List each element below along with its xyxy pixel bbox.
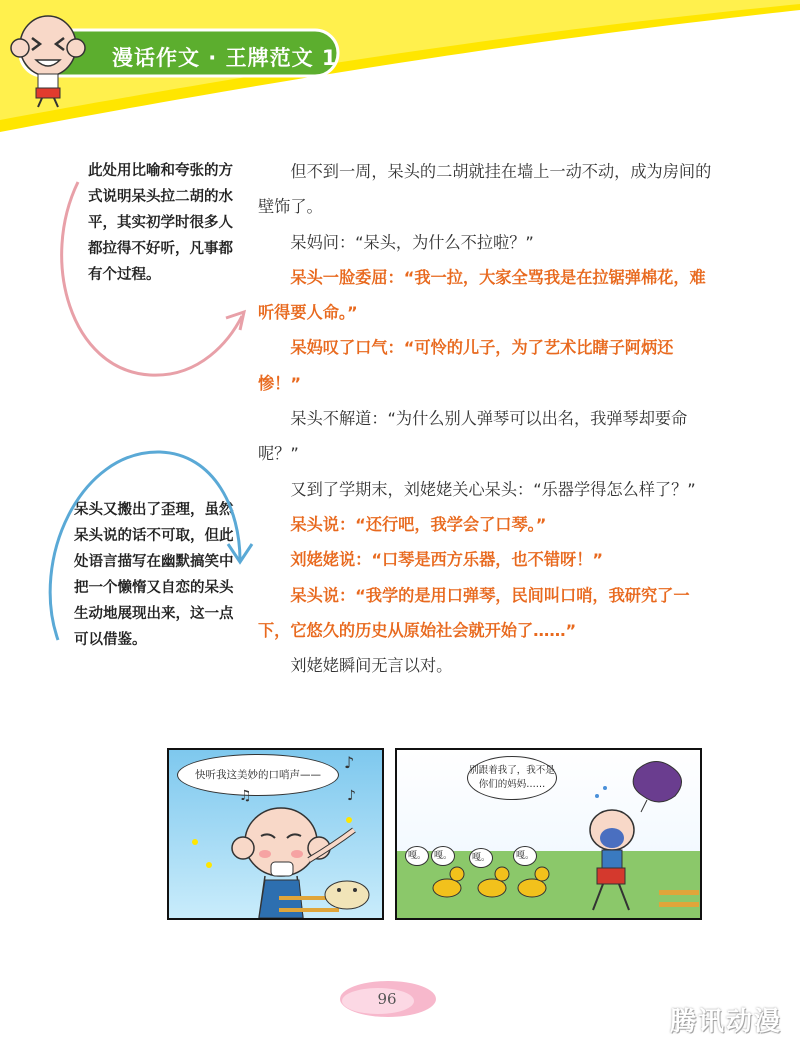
speech-bubble-1: 快听我这美妙的口哨声——	[177, 754, 339, 796]
paragraph-8: 刘姥姥说：“口琴是西方乐器，也不错呀！”	[290, 550, 604, 570]
side-note-2: 呆头又搬出了歪理，虽然呆头说的话不可取，但此处语言描写在幽默搞笑中把一个懒惰又自恋的呆头生动地展现出来，这一点可以借鉴。	[74, 502, 234, 648]
paragraph-7: 呆头说：“还行吧，我学会了口琴。”	[290, 514, 547, 534]
main-text	[258, 154, 713, 683]
speech-bubble-2: 别跟着我了，我不是你们的妈妈……	[467, 756, 557, 800]
svg-text:♪: ♪	[344, 753, 355, 772]
quack-bubble-2: 嘎。	[431, 846, 455, 866]
quack-bubble-4: 嘎。	[513, 846, 537, 866]
paragraph-6: 又到了学期末，刘姥姥关心呆头：“乐器学得怎么样了？”	[290, 479, 696, 499]
side-note-1: 此处用比喻和夸张的方式说明呆头拉二胡的水平，其实初学时很多人都拉得不好听，凡事都有个过程。	[88, 163, 233, 283]
paragraph-10: 刘姥姥瞬间无言以对。	[290, 656, 453, 676]
svg-text:♫: ♫	[239, 788, 252, 804]
paragraph-3: 呆头一脸委屈：“我一拉，大家全骂我是在拉锯弹棉花，难听得要人命。”	[258, 267, 706, 323]
quack-bubble-1: 嘎。	[405, 846, 429, 866]
watermark-logo: 腾讯动漫	[669, 1007, 782, 1037]
comic-panel-1	[167, 748, 384, 920]
svg-text:♪: ♪	[347, 788, 356, 804]
ducks-scene-icon	[397, 750, 700, 918]
comic-panel-2	[395, 748, 702, 920]
mascot-icon	[8, 8, 88, 108]
paragraph-2: 呆妈问：“呆头，为什么不拉啦？”	[290, 232, 534, 252]
header-title: 漫话作文 · 王牌范文 1	[112, 46, 338, 70]
paragraph-9: 呆头说：“我学的是用口弹琴，民间叫口哨，我研究了一下，它悠久的历史从原始社会就开始了……”	[258, 585, 690, 640]
whistling-character-icon	[169, 750, 382, 918]
page-number: 96	[377, 990, 397, 1008]
paragraph-4: 呆妈叹了口气：“可怜的儿子，为了艺术比瞎子阿炳还惨！”	[258, 338, 674, 393]
quack-bubble-3: 嘎。	[469, 848, 493, 868]
paragraph-5: 呆头不解道：“为什么别人弹琴可以出名，我弹琴却要命呢？”	[258, 409, 688, 464]
paragraph-1: 但不到一周，呆头的二胡就挂在墙上一动不动，成为房间的壁饰了。	[258, 162, 712, 217]
